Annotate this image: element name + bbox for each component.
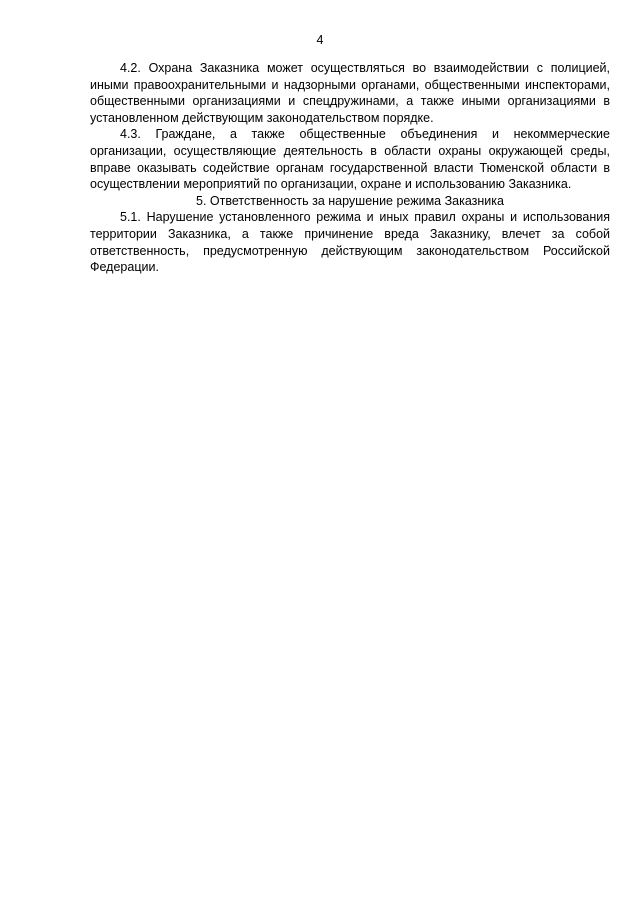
section-5-heading: 5. Ответственность за нарушение режима Заказника	[196, 193, 504, 208]
paragraph-5-1: 5.1. Нарушение установленного режима и иных правил охраны и использования территории Заказника, а также причинение вреда Заказнику, влечет за собой ответственность, предусмотренную действующим законодательством Российской Федерации.	[90, 210, 610, 275]
page-number: 4	[316, 33, 324, 47]
paragraph-4-3: 4.3. Граждане, а также общественные объединения и некоммерческие организации, осуществляющие деятельность в области охраны окружающей среды, вправе оказывать содействие органам государственной власти Тюменской области в осуществлении мероприятий по организации, охране и использованию Заказника.	[90, 127, 610, 192]
document-body	[90, 60, 610, 276]
paragraph-4-2: 4.2. Охрана Заказника может осуществляться во взаимодействии с полицией, иными правоохранительными и надзорными органами, общественными инспекторами, общественными организациями и спецдружинами, а также иными организациями в установленном действующим законодательством порядке.	[90, 61, 610, 125]
